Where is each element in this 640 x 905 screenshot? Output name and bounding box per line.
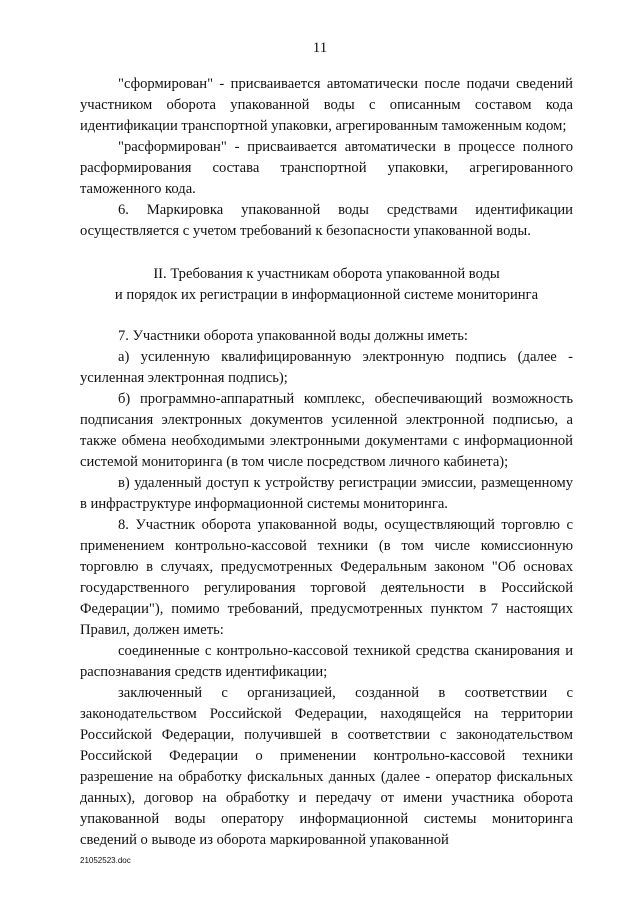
- paragraph-8-item1: соединенные с контрольно-кассовой техникой средства сканирования и распознавания средств идентификации;: [80, 643, 573, 680]
- footer-filename: 21052523.doc: [80, 856, 131, 865]
- paragraph-status-formed: "сформирован" - присваивается автоматически после подачи сведений участником оборота упакованной воды с описанным составом кода идентификации транспортной упаковки, агрегированным таможенным кодом;: [80, 76, 573, 134]
- document-body: [80, 74, 573, 851]
- section-heading-line1: II. Требования к участникам оборота упакованной воды: [153, 266, 500, 282]
- paragraph-7a: а) усиленную квалифицированную электронную подпись (далее - усиленная электронная подпись);: [80, 349, 573, 386]
- section-heading: [80, 264, 573, 306]
- paragraph-6: 6. Маркировка упакованной воды средствами идентификации осуществляется с учетом требований к безопасности упакованной воды.: [80, 202, 573, 239]
- paragraph-8: 8. Участник оборота упакованной воды, осуществляющий торговлю с применением контрольно-кассовой техники (в том числе комиссионную торговлю в случаях, предусмотренных Федеральным законом "Об основах государственного регулирования торговой деятельности в Российской Федерации"), помимо требований, предусмотренных пунктом 7 настоящих Правил, должен иметь:: [80, 517, 573, 638]
- paragraph-7c: в) удаленный доступ к устройству регистрации эмиссии, размещенному в инфраструктуре информационной системы мониторинга.: [80, 475, 573, 512]
- paragraph-7b: б) программно-аппаратный комплекс, обеспечивающий возможность подписания электронных документов усиленной электронной подписью, а также обмена необходимыми электронными документами с информационной системой мониторинга (в том числе посредством личного кабинета);: [80, 391, 573, 470]
- paragraph-7: 7. Участники оборота упакованной воды должны иметь:: [118, 328, 468, 344]
- paragraph-8-item2: заключенный с организацией, созданной в соответствии с законодательством Российской Федерации, находящейся на территории Российской Федерации, получившей в соответствии с законодательством Российской Федерации о применении контрольно-кассовой техники разрешение на обработку фискальных данных (далее - оператор фискальных данных), договор на обработку и передачу от имени участника оборота упакованной воды оператору информационной системы мониторинга сведений о выводе из оборота маркированной упакованной: [80, 685, 573, 848]
- section-heading-line2: и порядок их регистрации в информационной системе мониторинга: [114, 287, 539, 303]
- page-number: 11: [312, 40, 328, 56]
- paragraph-status-unformed: "расформирован" - присваивается автоматически в процессе полного расформирования состава транспортной упаковки, агрегированного таможенного кода.: [80, 139, 573, 197]
